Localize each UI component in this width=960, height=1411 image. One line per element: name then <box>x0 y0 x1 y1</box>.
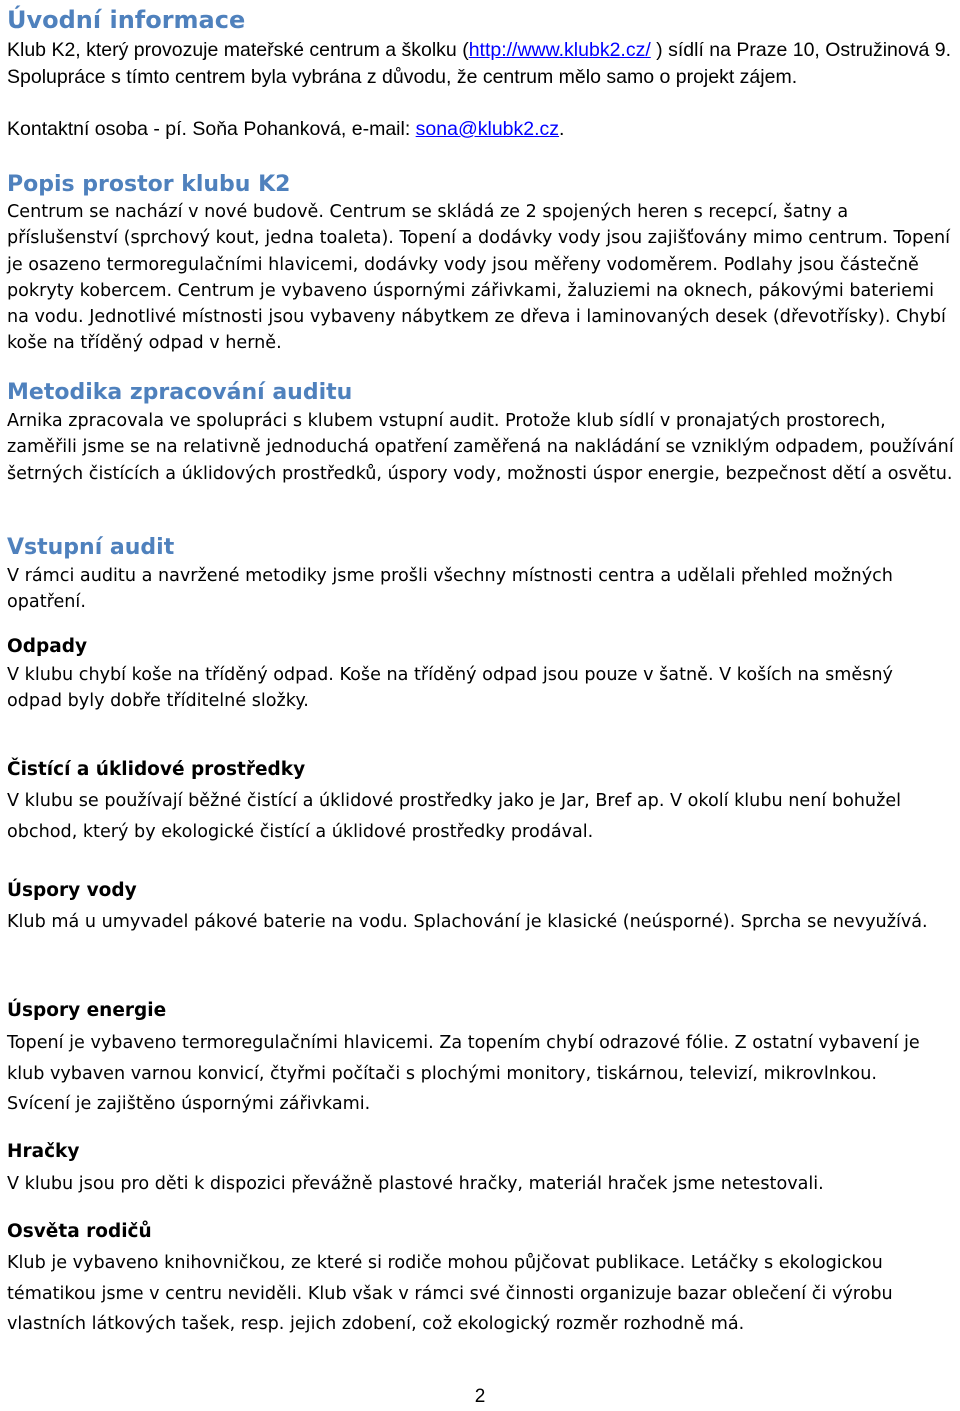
hracky-heading: Hračky <box>7 1141 80 1162</box>
vstupni-paragraph: V rámci auditu a navržené metodiky jsme prošli všechny místnosti centra a udělali přehled možných opatření. <box>7 566 893 613</box>
contact-end: . <box>559 118 565 140</box>
vstupni-heading: Vstupní audit <box>7 535 175 560</box>
cistici-heading: Čistící a úklidové prostředky <box>7 759 306 780</box>
intro-section <box>7 5 245 35</box>
contact-text: Kontaktní osoba - pí. Soňa Pohanková, e-mail: <box>7 118 416 140</box>
metodika-heading: Metodika zpracování auditu <box>7 380 353 405</box>
osveta-heading: Osvěta rodičů <box>7 1221 152 1242</box>
popis-heading: Popis prostor klubu K2 <box>7 172 291 197</box>
intro-text-a: Klub K2, který provozuje mateřské centrum a školku ( <box>7 39 469 61</box>
vody-paragraph: Klub má u umyvadel pákové baterie na vodu. Splachování je klasické (neúsporné). Sprcha se nevyužívá. <box>7 912 928 932</box>
contact-line <box>7 116 953 143</box>
odpady-heading: Odpady <box>7 636 87 657</box>
intro-text-b: ) sídlí na Praze 10, Ostružinová 9. Spolupráce s tímto centrem byla vybrána z důvodu, že centrum mělo samo o projekt zájem. <box>7 39 951 88</box>
intro-heading: Úvodní informace <box>7 6 246 34</box>
odpady-paragraph: V klubu chybí koše na tříděný odpad. Koše na tříděný odpad jsou pouze v šatně. V koších na směsný odpad byly dobře tříditelné složky. <box>7 665 893 712</box>
hracky-paragraph: V klubu jsou pro děti k dispozici převážně plastové hračky, materiál hraček jsme netestovali. <box>7 1174 824 1194</box>
intro-paragraph <box>7 37 953 90</box>
vody-heading: Úspory vody <box>7 880 137 901</box>
popis-paragraph: Centrum se nachází v nové budově. Centrum se skládá ze 2 spojených heren s recepcí, šatny a příslušenství (sprchový kout, jedna toaleta). Topení a dodávky vody jsou zajišťovány mimo centrum. Topení je osazeno termoregulačními hlavicemi, dodávky vody jsou měřeny vodoměrem. Podlahy jsou částečně pokryty kobercem. Centrum je vybaveno úspornými zářivkami, žaluziemi na oknech, pákovými bateriemi na vodu. Jednotlivé místnosti jsou vybaveny nábytkem ze dřeva i laminovaných desek (dřevotřísky). Chybí koše na tříděný odpad v herně. <box>7 202 951 354</box>
page-number: 2 <box>474 1386 486 1407</box>
energie-heading: Úspory energie <box>7 1000 167 1021</box>
metodika-paragraph: Arnika zpracovala ve spolupráci s klubem vstupní audit. Protože klub sídlí v pronajatých prostorech, zaměřili jsme se na relativně jednoduchá opatření zaměřená na nakládání se vzniklým odpadem, používání šetrných čistících a úklidových prostředků, úspory vody, možnosti úspor energie, bezpečnost dětí a osvětu. <box>7 411 954 484</box>
cistici-paragraph: V klubu se používají běžné čistící a úklidové prostředky jako je Jar, Bref ap. V okolí klubu není bohužel obchod, který by ekologické čistící a úklidové prostředky prodával. <box>7 791 902 842</box>
osveta-paragraph: Klub je vybaveno knihovničkou, ze které si rodiče mohou půjčovat publikace. Letáčky s ekologickou tématikou jsme v centru neviděli. Klub však v rámci své činnosti organizuje bazar oblečení či výrobu vlastních látkových tašek, resp. jejich zdobení, což ekologický rozměr rozhodně má. <box>7 1253 893 1334</box>
klubk2-link[interactable]: http://www.klubk2.cz/ <box>468 39 651 61</box>
energie-paragraph: Topení je vybaveno termoregulačními hlavicemi. Za topením chybí odrazové fólie. Z ostatní vybavení je klub vybaven varnou konvicí, čtyřmi počítači s plochými monitory, tiskárnou, televizí, mikrovlnkou. Svícení je zajištěno úspornými zářivkami. <box>7 1033 920 1114</box>
contact-email-link[interactable]: sona@klubk2.cz <box>415 118 560 140</box>
